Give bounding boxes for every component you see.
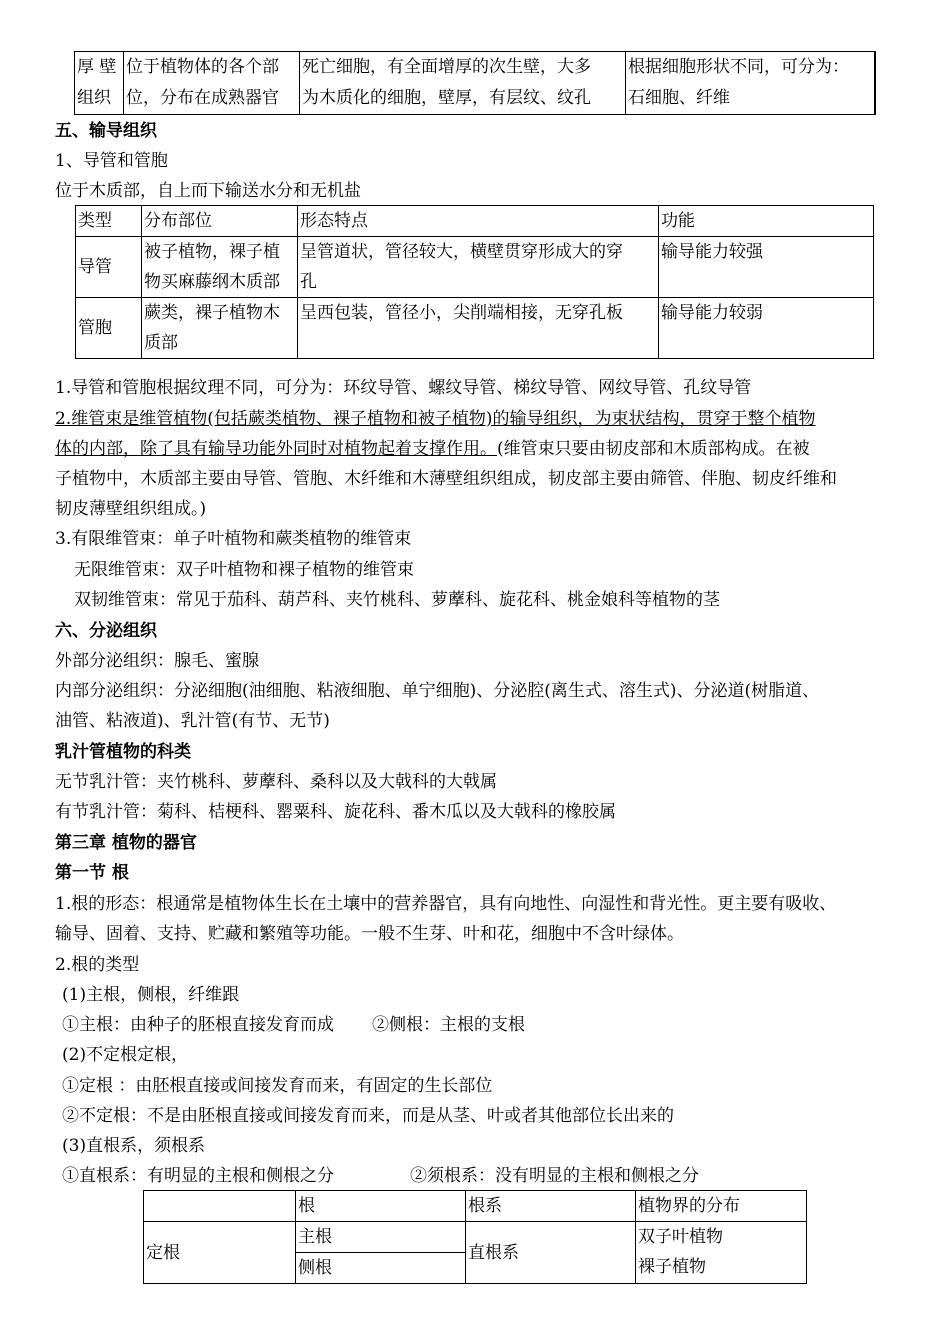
paragraph: 无限维管束：双子叶植物和裸子植物的维管束 — [74, 560, 414, 580]
subheading: 1、导管和管胞 — [55, 151, 168, 171]
section-heading: 乳汁管植物的科类 — [55, 742, 191, 762]
table-cell: 死亡细胞，有全面增厚的次生壁，大多 为木质化的细胞，壁厚，有层纹、纹孔 — [300, 52, 626, 115]
paragraph: 无节乳汁管：夹竹桃科、萝藦科、桑科以及大戟科的大戟属 — [55, 772, 497, 792]
paragraph: 输导、固着、支持、贮藏和繁殖等功能。一般不生芽、叶和花，细胞中不含叶绿体。 — [55, 924, 684, 944]
chapter-heading: 第三章 植物的器官 — [55, 833, 197, 853]
column-header: 功能 — [659, 206, 874, 237]
table-cell: 直根系 — [466, 1222, 636, 1284]
paragraph: (1)主根，侧根，纤维跟 — [62, 985, 240, 1005]
column-header: 类型 — [76, 206, 142, 237]
paragraph: 3.有限维管束：单子叶植物和蕨类植物的维管束 — [55, 529, 412, 549]
column-header — [144, 1191, 296, 1222]
text: ①主根：由种子的胚根直接发育而成 — [62, 1015, 334, 1035]
table-cell: 呈管道状，管径较大，横壁贯穿形成大的穿 孔 — [298, 237, 659, 298]
column-header: 分布部位 — [142, 206, 298, 237]
paragraph: 油管、粘液道)、乳汁管(有节、无节) — [55, 711, 330, 731]
paragraph: (3)直根系，须根系 — [62, 1136, 206, 1156]
paragraph: 双韧维管束：常见于茄科、葫芦科、夹竹桃科、萝藦科、旋花科、桃金娘科等植物的茎 — [74, 590, 720, 610]
paragraph: 位于木质部，自上而下输送水分和无机盐 — [55, 181, 361, 201]
root-table — [143, 1190, 807, 1284]
table-row — [76, 298, 874, 359]
table-cell: 侧根 — [296, 1253, 466, 1284]
paragraph: 1.根的形态：根通常是植物体生长在土壤中的营养器官，具有向地性、向湿性和背光性。更主要有吸收、 — [55, 894, 837, 914]
table-cell: 主根 — [296, 1222, 466, 1253]
section-heading: 六、分泌组织 — [55, 621, 157, 641]
paragraph: 1.导管和管胞根据纹理不同，可分为：环纹导管、螺纹导管、梯纹导管、网纹导管、孔纹导管 — [55, 378, 752, 398]
table-cell: 输导能力较弱 — [659, 298, 874, 359]
text: ②侧根：主根的支根 — [372, 1015, 525, 1035]
paragraph — [55, 437, 900, 461]
conduction-table — [75, 205, 874, 359]
column-header: 植物界的分布 — [636, 1191, 807, 1222]
paragraph — [62, 1013, 907, 1037]
section-heading: 第一节 根 — [55, 863, 129, 883]
table-cell: 根据细胞形状不同，可分为： 石细胞、纤维 — [626, 52, 875, 115]
table-cell: 双子叶植物 裸子植物 — [636, 1222, 807, 1284]
paragraph: 韧皮薄壁组织组成。) — [55, 499, 207, 519]
paragraph — [62, 1164, 907, 1188]
table-row — [76, 237, 874, 298]
table-cell: 厚 壁 组织 — [75, 52, 124, 115]
table-cell: 呈西包装，管径小，尖削端相接，无穿孔板 — [298, 298, 659, 359]
paragraph: 子植物中，木质部主要由导管、管胞、木纤维和木薄壁组织组成，韧皮部主要由筛管、伴胞、韧皮纤维和 — [55, 469, 837, 489]
table-cell: 蕨类，裸子植物木 质部 — [142, 298, 298, 359]
text: ①直根系：有明显的主根和侧根之分 — [62, 1166, 334, 1186]
paragraph: ②不定根：不是由胚根直接或间接发育而来，而是从茎、叶或者其他部位长出来的 — [62, 1106, 674, 1126]
text: (维管束只要由韧皮部和木质部构成。在被 — [497, 439, 810, 459]
column-header: 根 — [296, 1191, 466, 1222]
table-cell: 导管 — [76, 237, 142, 298]
sclerenchyma-table — [74, 51, 876, 115]
table-cell: 定根 — [144, 1222, 296, 1284]
paragraph: 外部分泌组织：腺毛、蜜腺 — [55, 651, 259, 671]
table-cell: 输导能力较强 — [659, 237, 874, 298]
table-header-row — [144, 1191, 807, 1222]
paragraph: 内部分泌组织：分泌细胞(油细胞、粘液细胞、单宁细胞)、分泌腔(离生式、溶生式)、分泌道(树脂道、 — [55, 681, 820, 701]
table-row — [144, 1222, 807, 1253]
paragraph: 2.根的类型 — [55, 955, 140, 975]
text: ②须根系：没有明显的主根和侧根之分 — [410, 1166, 699, 1186]
table-cell: 管胞 — [76, 298, 142, 359]
paragraph: ①定根 ：由胚根直接或间接发育而来，有固定的生长部位 — [62, 1076, 493, 1096]
paragraph: 2.维管束是维管植物(包括蕨类植物、裸子植物和被子植物)的输导组织，为束状结构，贯穿于整个植物 — [55, 409, 816, 429]
column-header: 根系 — [466, 1191, 636, 1222]
table-cell: 位于植物体的各个部 位，分布在成熟器官 — [124, 52, 300, 115]
table-cell: 被子植物，裸子植 物买麻藤纲木质部 — [142, 237, 298, 298]
table-header-row — [76, 206, 874, 237]
paragraph: (2)不定根定根， — [62, 1045, 189, 1065]
section-heading: 五、输导组织 — [55, 121, 157, 141]
underlined-text: 体的内部，除了具有输导功能外同时对植物起着支撑作用。 — [55, 439, 497, 459]
paragraph: 有节乳汁管：菊科、桔梗科、罂粟科、旋花科、番木瓜以及大戟科的橡胶属 — [55, 802, 616, 822]
column-header: 形态特点 — [298, 206, 659, 237]
table-row — [75, 52, 875, 115]
